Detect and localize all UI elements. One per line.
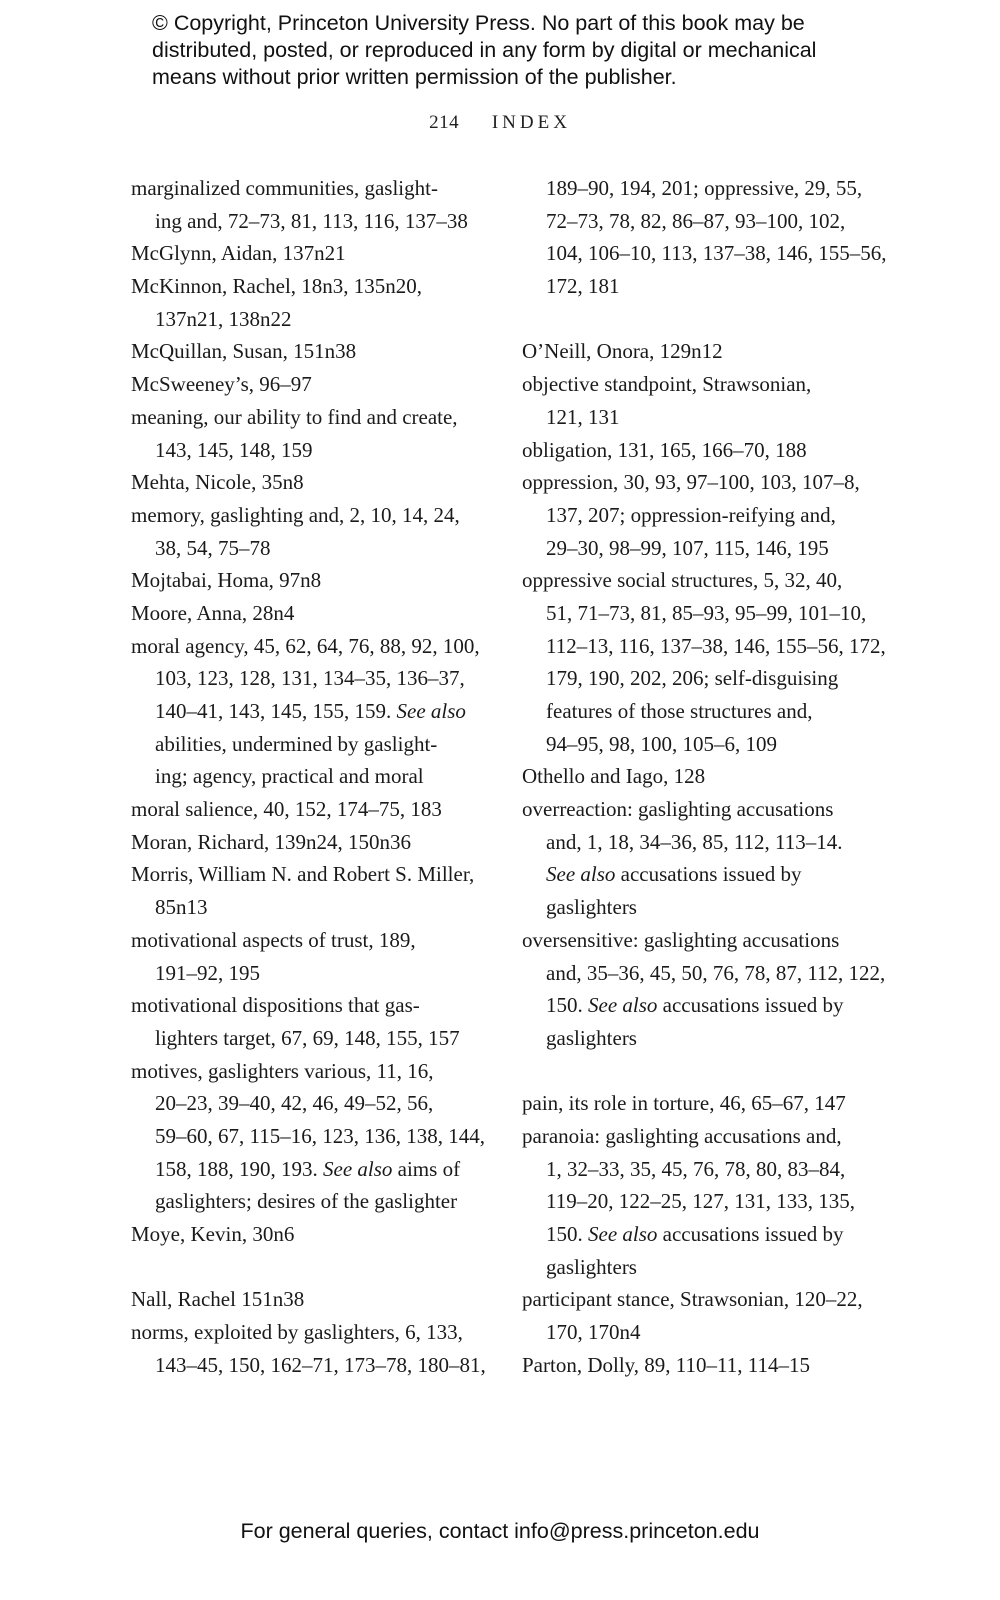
index-entry-continuation: 94–95, 98, 100, 105–6, 109 bbox=[546, 731, 777, 756]
index-entry-continuation: ing and, 72–73, 81, 113, 116, 137–38 bbox=[155, 208, 468, 233]
section-gap bbox=[131, 1251, 481, 1284]
index-entry-continuation: 51, 71–73, 81, 85–93, 95–99, 101–10, bbox=[546, 600, 867, 625]
index-entry: moral agency, 45, 62, 64, 76, 88, 92, 100, bbox=[131, 633, 480, 658]
index-entry: Moore, Anna, 28n4 bbox=[131, 600, 295, 625]
index-entry-continuation: 137n21, 138n22 bbox=[155, 306, 292, 331]
index-entry: motives, gaslighters various, 11, 16, bbox=[131, 1058, 434, 1083]
index-entry-continuation: gaslighters bbox=[546, 895, 637, 920]
index-entry-continuation: 158, 188, 190, 193. See also aims of bbox=[155, 1156, 461, 1181]
index-entry: Mojtabai, Homa, 97n8 bbox=[131, 568, 322, 593]
index-entry-continuation: 72–73, 78, 82, 86–87, 93–100, 102, bbox=[546, 208, 846, 233]
index-entry: McGlynn, Aidan, 137n21 bbox=[131, 241, 346, 266]
index-entry: Moran, Richard, 139n24, 150n36 bbox=[131, 829, 411, 854]
index-entry-continuation: 85n13 bbox=[155, 895, 208, 920]
index-entry-continuation: features of those structures and, bbox=[546, 699, 813, 723]
index-entry: O’Neill, Onora, 129n12 bbox=[522, 339, 723, 364]
index-entry: motivational dispositions that gas- bbox=[131, 993, 420, 1018]
index-entry-continuation: 143–45, 150, 162–71, 173–78, 180–81, bbox=[155, 1352, 486, 1377]
index-entry-continuation: abilities, undermined by gaslight- bbox=[155, 731, 438, 756]
index-entry-continuation: 38, 54, 75–78 bbox=[155, 535, 271, 560]
index-entry-continuation: 150. See also accusations issued by bbox=[546, 1222, 844, 1246]
index-entry-continuation: 170, 170n4 bbox=[546, 1320, 641, 1345]
index-entry: participant stance, Strawsonian, 120–22, bbox=[522, 1287, 863, 1312]
index-entry: Mehta, Nicole, 35n8 bbox=[131, 470, 304, 495]
index-entry-continuation: 20–23, 39–40, 42, 46, 49–52, 56, bbox=[155, 1091, 434, 1116]
running-head bbox=[0, 112, 1000, 134]
index-column-left bbox=[131, 172, 486, 1381]
index-entry-continuation: gaslighters bbox=[546, 1254, 637, 1279]
index-entry: meaning, our ability to find and create, bbox=[131, 404, 458, 429]
footer-contact: For general queries, contact info@press.princeton.edu bbox=[240, 1519, 760, 1543]
index-entry: moral salience, 40, 152, 174–75, 183 bbox=[131, 797, 442, 822]
index-entry-continuation: See also accusations issued by bbox=[546, 862, 802, 887]
index-entry-continuation: lighters target, 67, 69, 148, 155, 157 bbox=[155, 1025, 460, 1050]
index-entry-continuation: 121, 131 bbox=[546, 404, 620, 429]
index-entry: memory, gaslighting and, 2, 10, 14, 24, bbox=[131, 502, 460, 527]
index-entry-continuation: 112–13, 116, 137–38, 146, 155–56, 172, bbox=[546, 633, 886, 658]
index-entry-continuation: 29–30, 98–99, 107, 115, 146, 195 bbox=[546, 535, 829, 560]
index-entry-continuation: 191–92, 195 bbox=[155, 960, 260, 985]
index-entry: oppressive social structures, 5, 32, 40, bbox=[522, 568, 843, 593]
section-gap bbox=[522, 303, 872, 336]
index-entry-continuation: 103, 123, 128, 131, 134–35, 136–37, bbox=[155, 666, 465, 691]
page-number: 214 bbox=[429, 112, 460, 133]
index-entry-continuation: ing; agency, practical and moral bbox=[155, 764, 424, 789]
index-entry-continuation: 119–20, 122–25, 127, 131, 133, 135, bbox=[546, 1189, 855, 1214]
index-entry-continuation: 1, 32–33, 35, 45, 76, 78, 80, 83–84, bbox=[546, 1156, 846, 1181]
page-title: INDEX bbox=[491, 112, 571, 133]
index-entry-continuation: gaslighters; desires of the gaslighter bbox=[155, 1189, 458, 1214]
index-entry-continuation: 59–60, 67, 115–16, 123, 136, 138, 144, bbox=[155, 1123, 485, 1148]
index-entry-continuation: 189–90, 194, 201; oppressive, 29, 55, bbox=[546, 176, 863, 200]
index-entry-continuation: gaslighters bbox=[546, 1025, 637, 1050]
index-entry-continuation: 143, 145, 148, 159 bbox=[155, 437, 313, 462]
index-entry: pain, its role in torture, 46, 65–67, 147 bbox=[522, 1091, 846, 1116]
index-entry-continuation: 150. See also accusations issued by bbox=[546, 993, 844, 1018]
index-entry-continuation: 104, 106–10, 113, 137–38, 146, 155–56, bbox=[546, 241, 887, 266]
index-entry-continuation: 179, 190, 202, 206; self-disguising bbox=[546, 666, 839, 691]
index-entry-continuation: 140–41, 143, 145, 155, 159. See also bbox=[155, 699, 466, 723]
index-entry: oversensitive: gaslighting accusations bbox=[522, 927, 840, 952]
section-gap bbox=[522, 1055, 872, 1088]
index-entry: paranoia: gaslighting accusations and, bbox=[522, 1123, 842, 1148]
index-entry-continuation: and, 1, 18, 34–36, 85, 112, 113–14. bbox=[546, 829, 843, 854]
index-entry: motivational aspects of trust, 189, bbox=[131, 927, 416, 952]
index-entry: McKinnon, Rachel, 18n3, 135n20, bbox=[131, 274, 423, 299]
index-entry: Othello and Iago, 128 bbox=[522, 764, 706, 789]
index-entry: obligation, 131, 165, 166–70, 188 bbox=[522, 437, 807, 462]
index-entry-continuation: and, 35–36, 45, 50, 76, 78, 87, 112, 122, bbox=[546, 960, 886, 985]
copyright-line: means without prior written permission of the publisher. bbox=[152, 65, 677, 89]
index-entry: overreaction: gaslighting accusations bbox=[522, 797, 834, 822]
copyright-line: © Copyright, Princeton University Press. No part of this book may be bbox=[152, 11, 805, 35]
index-entry: McSweeney’s, 96–97 bbox=[131, 372, 312, 397]
index-entry: Moye, Kevin, 30n6 bbox=[131, 1222, 295, 1246]
index-entry: McQuillan, Susan, 151n38 bbox=[131, 339, 357, 364]
index-entry-continuation: 137, 207; oppression-reifying and, bbox=[546, 502, 836, 527]
copyright-notice bbox=[152, 10, 912, 91]
index-entry-continuation: 172, 181 bbox=[546, 274, 620, 299]
index-entry: Morris, William N. and Robert S. Miller, bbox=[131, 862, 475, 887]
copyright-line: distributed, posted, or reproduced in any form by digital or mechanical bbox=[152, 38, 817, 62]
index-entry: oppression, 30, 93, 97–100, 103, 107–8, bbox=[522, 470, 860, 495]
index-entry: Parton, Dolly, 89, 110–11, 114–15 bbox=[522, 1352, 810, 1377]
index-column-right bbox=[522, 172, 887, 1381]
index-entry: norms, exploited by gaslighters, 6, 133, bbox=[131, 1320, 463, 1345]
index-entry: Nall, Rachel 151n38 bbox=[131, 1287, 305, 1312]
index-entry: objective standpoint, Strawsonian, bbox=[522, 372, 812, 397]
index-entry: marginalized communities, gaslight- bbox=[131, 176, 438, 200]
